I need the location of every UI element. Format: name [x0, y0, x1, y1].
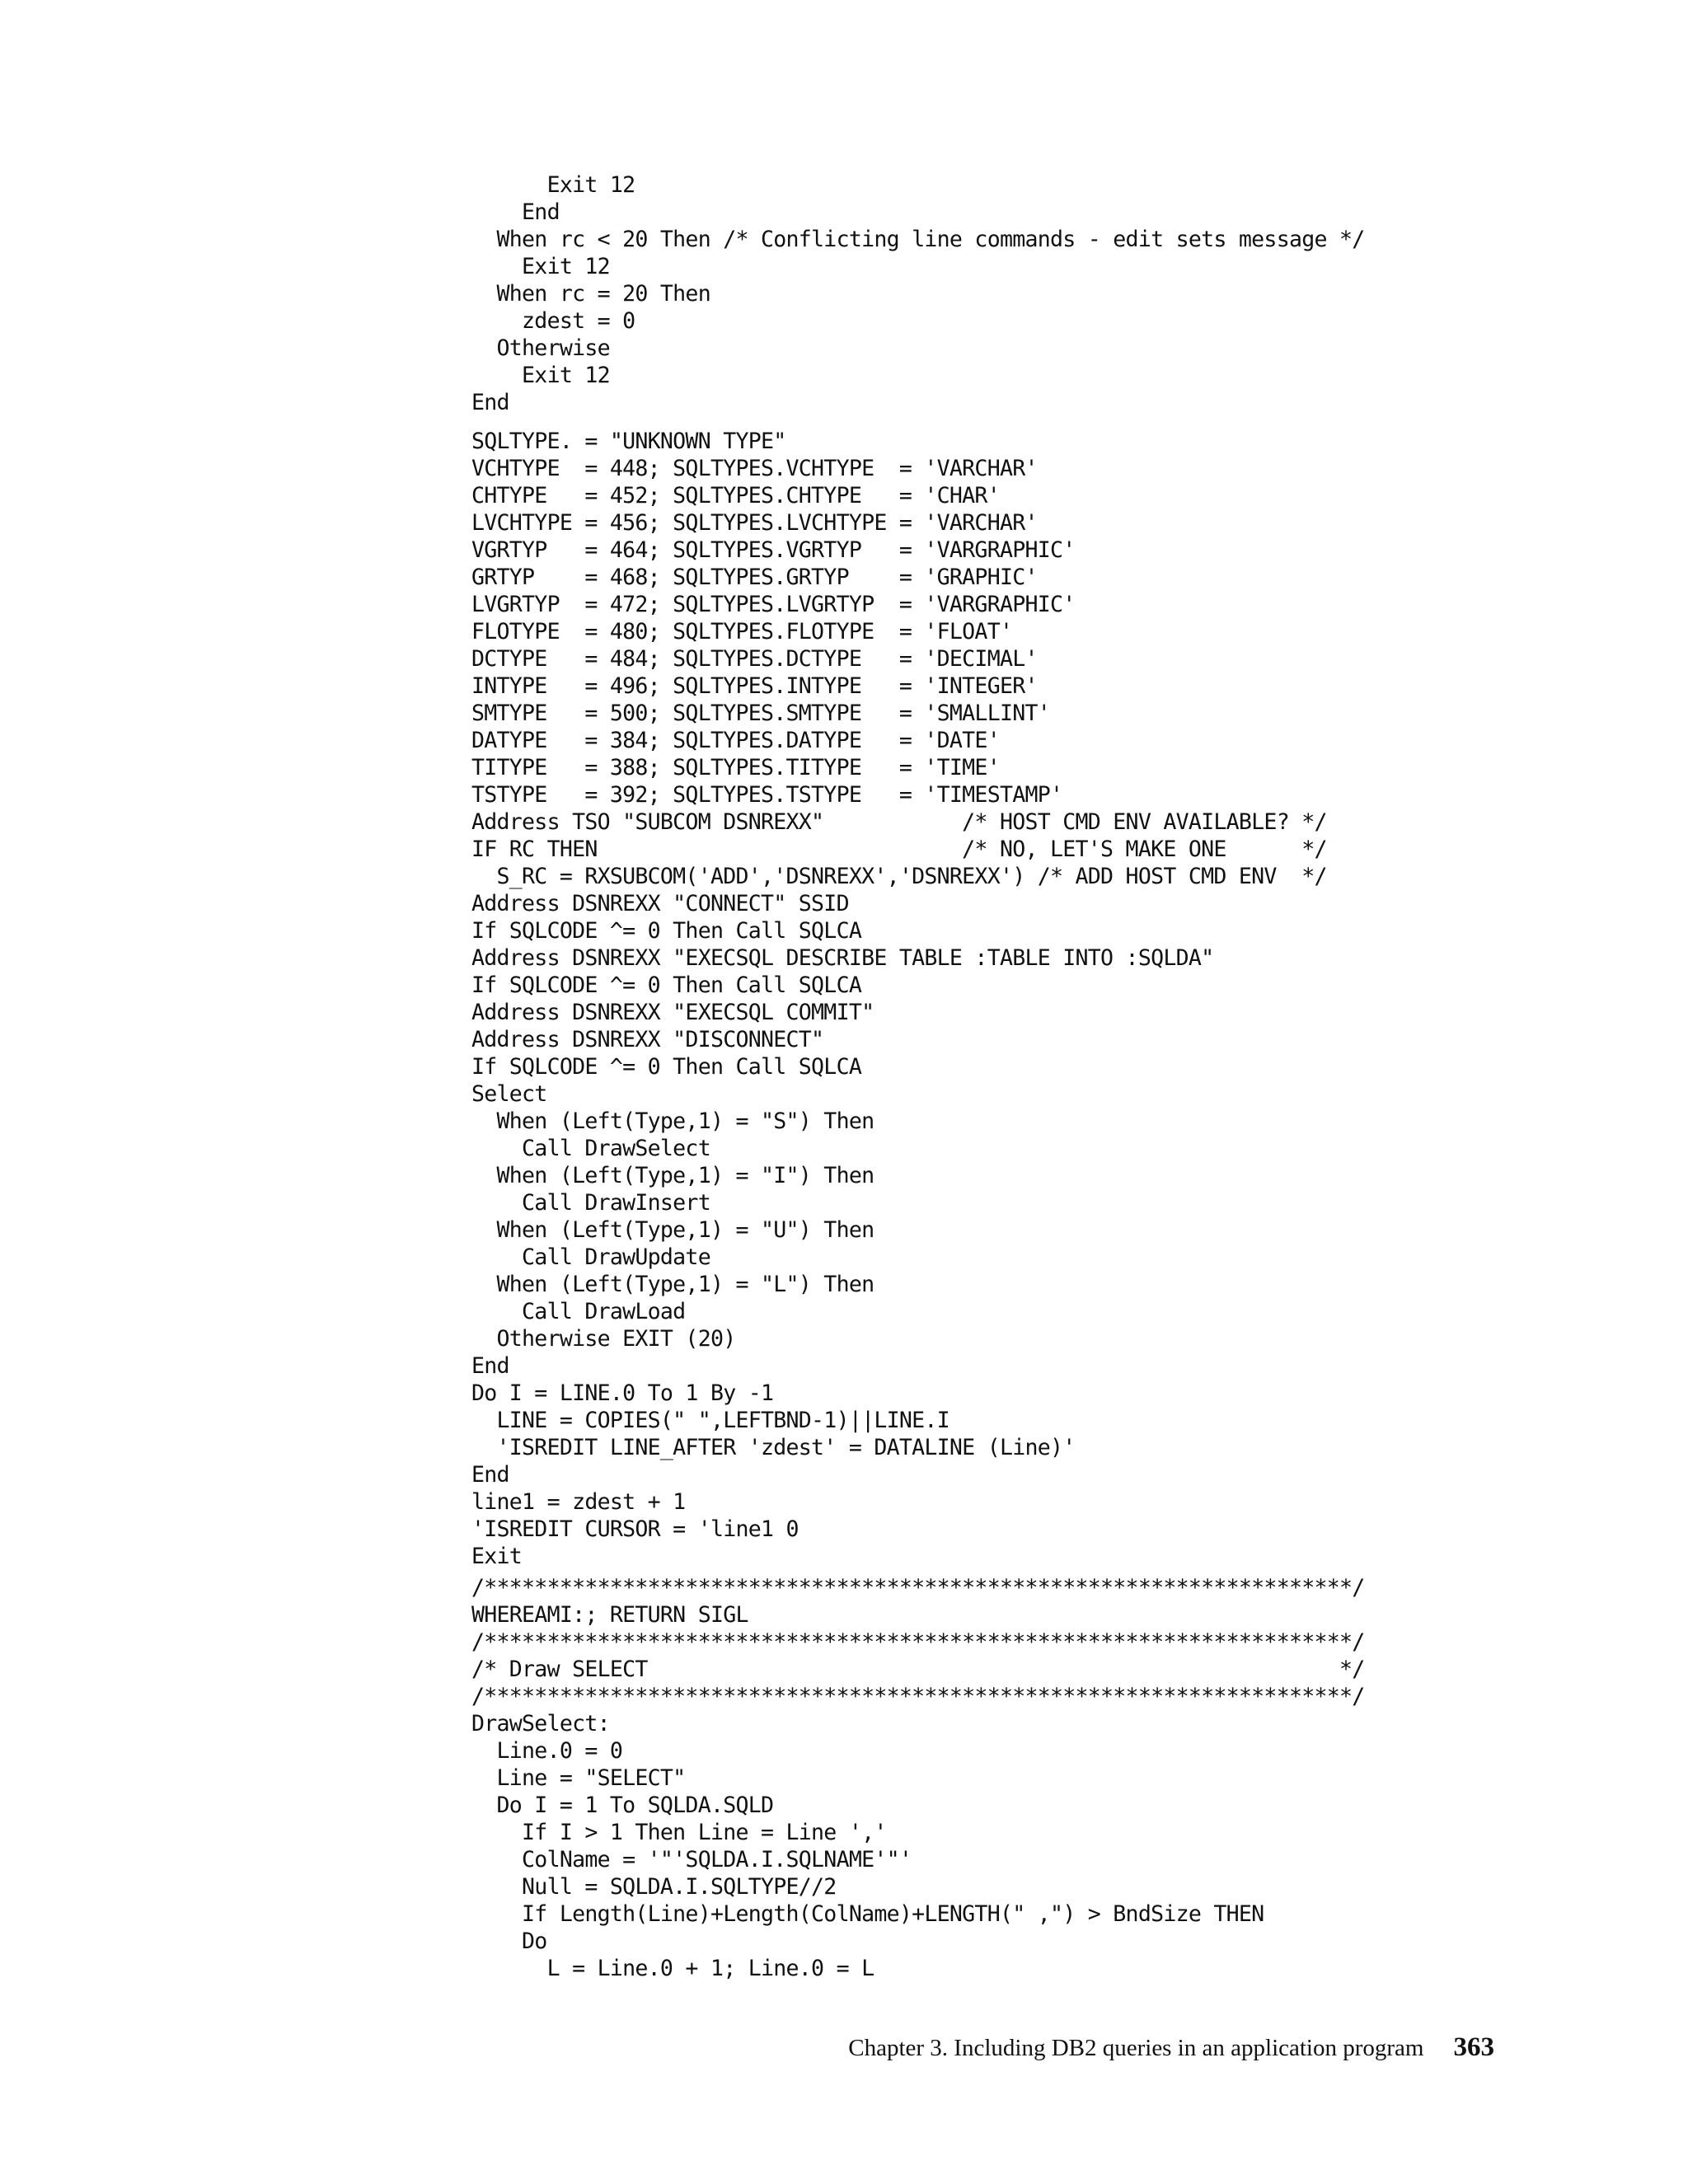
footer-chapter-title: Chapter 3. Including DB2 queries in an application program [848, 2035, 1424, 2061]
code-listing-draw-select: /*********************************************************************/ WHEREAMI:; RETURN SIGL /*********************************************************************/ /* Draw SELECT */ /*********************************************************************/ DrawSelect: Line.0 = 0 Line = "SELECT" Do I = 1 To SQLDA.SQLD If I > 1 Then Line = Line ',' ColName = '"'SQLDA.I.SQLNAME'"' Null = SQLDA.I.SQLTYPE//2 If Length(Line)+Length(ColName)+LENGTH(" ,") > BndSize THEN Do L = Line.0 + 1; Line.0 = L [471, 1575, 1365, 1981]
page-number: 363 [1453, 2032, 1494, 2062]
page-footer [848, 2032, 1494, 2063]
code-listing-edit-return-codes: Exit 12 End When rc < 20 Then /* Conflicting line commands - edit sets message */ Exit 12 When rc = 20 Then zdest = 0 Otherwise Exit 12 End [471, 172, 1365, 415]
code-listing-sql-types-and-dispatch: SQLTYPE. = "UNKNOWN TYPE" VCHTYPE = 448; SQLTYPES.VCHTYPE = 'VARCHAR' CHTYPE = 452; SQLTYPES.CHTYPE = 'CHAR' LVCHTYPE = 456; SQLTYPES.LVCHTYPE = 'VARCHAR' VGRTYP = 464; SQLTYPES.VGRTYP = 'VARGRAPHIC' GRTYP = 468; SQLTYPES.GRTYP = 'GRAPHIC' LVGRTYP = 472; SQLTYPES.LVGRTYP = 'VARGRAPHIC' FLOTYPE = 480; SQLTYPES.FLOTYPE = 'FLOAT' DCTYPE = 484; SQLTYPES.DCTYPE = 'DECIMAL' INTYPE = 496; SQLTYPES.INTYPE = 'INTEGER' SMTYPE = 500; SQLTYPES.SMTYPE = 'SMALLINT' DATYPE = 384; SQLTYPES.DATYPE = 'DATE' TITYPE = 388; SQLTYPES.TITYPE = 'TIME' TSTYPE = 392; SQLTYPES.TSTYPE = 'TIMESTAMP' Address TSO "SUBCOM DSNREXX" /* HOST CMD ENV AVAILABLE? */ IF RC THEN /* NO, LET'S MAKE ONE */ S_RC = RXSUBCOM('ADD','DSNREXX','DSNREXX') /* ADD HOST CMD ENV */ Address DSNREXX "CONNECT" SSID If SQLCODE ^= 0 Then Call SQLCA Address DSNREXX "EXECSQL DESCRIBE TABLE :TABLE INTO :SQLDA" If SQLCODE ^= 0 Then Call SQLCA Address DSNREXX "EXECSQL COMMIT" Address DSNREXX "DISCONNECT" If SQLCODE ^= 0 Then Call SQLCA Select When (Left(Type,1) = "S") Then Call DrawSelect When (Left(Type,1) = "I") Then Call DrawInsert When (Left(Type,1) = "U") Then Call DrawUpdate When (Left(Type,1) = "L") Then Call DrawLoad Otherwise EXIT (20) End Do I = LINE.0 To 1 By -1 LINE = COPIES(" ",LEFTBND-1)||LINE.I 'ISREDIT LINE_AFTER 'zdest' = DATALINE (Line)' End line1 = zdest + 1 'ISREDIT CURSOR = 'line1 0 Exit [471, 429, 1327, 1569]
